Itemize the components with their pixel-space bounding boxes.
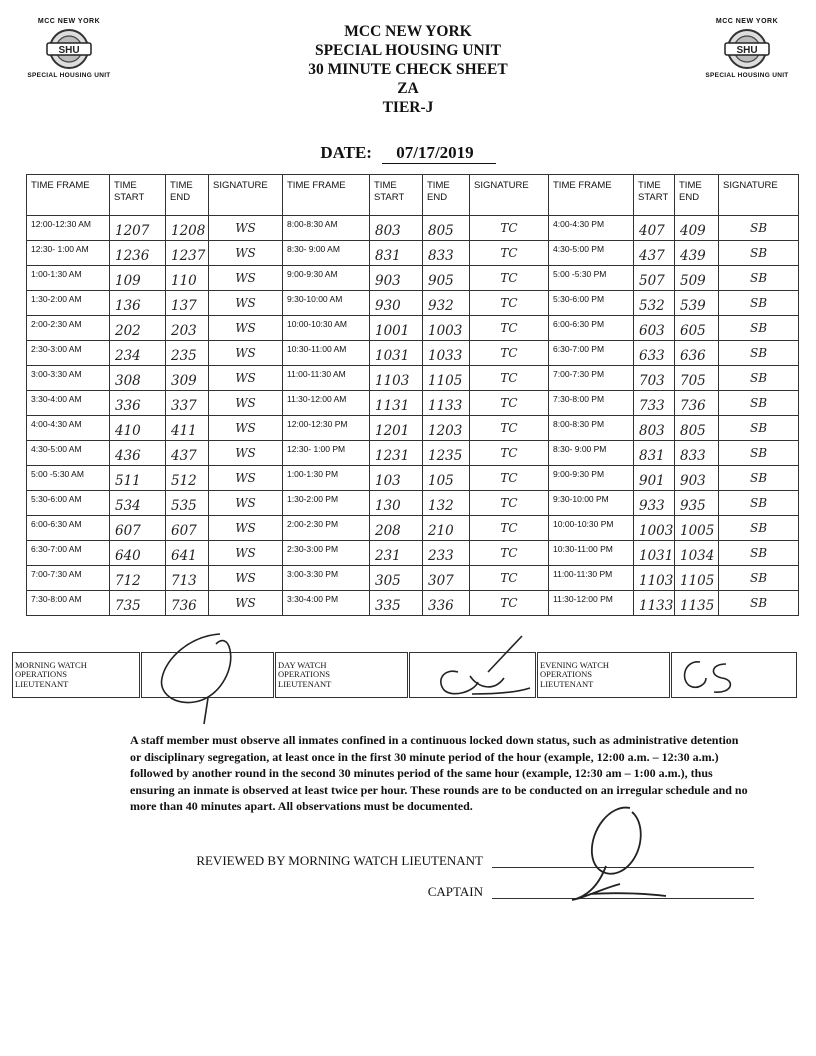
- signature-cell: WS: [209, 366, 283, 391]
- signature-cell: TC: [470, 541, 549, 566]
- morning-watch-label: [13, 653, 141, 698]
- time-end-cell: 903: [675, 466, 719, 491]
- time-frame-cell: 5:30-6:00 AM: [27, 491, 110, 516]
- time-end-cell: 132: [423, 491, 470, 516]
- col-header: TIME START: [370, 175, 423, 216]
- time-frame-cell: 3:00-3:30 AM: [27, 366, 110, 391]
- table-header-row: [27, 175, 799, 216]
- time-end-cell: 137: [166, 291, 209, 316]
- time-frame-cell: 2:30-3:00 PM: [283, 541, 370, 566]
- date-value: 07/17/2019: [382, 143, 495, 164]
- time-end-cell: 736: [675, 391, 719, 416]
- logo-bottom-text: SPECIAL HOUSING UNIT: [705, 72, 789, 79]
- logo-top-text: MCC NEW YORK: [715, 18, 779, 25]
- time-end-cell: 805: [675, 416, 719, 441]
- time-start-cell: 130: [370, 491, 423, 516]
- time-end-cell: 411: [166, 416, 209, 441]
- time-frame-cell: 2:00-2:30 AM: [27, 316, 110, 341]
- signature-cell: TC: [470, 566, 549, 591]
- time-frame-cell: 5:00 -5:30 PM: [549, 266, 634, 291]
- day-watch-signature-box[interactable]: [409, 653, 537, 698]
- time-end-cell: 1003: [423, 316, 470, 341]
- header-unit: SPECIAL HOUSING UNIT: [314, 42, 502, 59]
- signature-cell: SB: [719, 541, 799, 566]
- signature-cell: WS: [209, 266, 283, 291]
- day-watch-label: [275, 653, 409, 698]
- time-start-cell: 1236: [110, 241, 166, 266]
- time-end-cell: 1237: [166, 241, 209, 266]
- time-start-cell: 1031: [634, 541, 675, 566]
- signature-cell: TC: [470, 291, 549, 316]
- time-frame-cell: 11:30-12:00 PM: [549, 591, 634, 616]
- time-frame-cell: 3:30-4:00 AM: [27, 391, 110, 416]
- table-row: [27, 391, 799, 416]
- time-start-cell: 901: [634, 466, 675, 491]
- table-row: [27, 216, 799, 241]
- time-frame-cell: 7:00-7:30 PM: [549, 366, 634, 391]
- time-frame-cell: 11:30-12:00 AM: [283, 391, 370, 416]
- signature-cell: SB: [719, 366, 799, 391]
- time-frame-cell: 5:00 -5:30 AM: [27, 466, 110, 491]
- time-end-cell: 833: [423, 241, 470, 266]
- time-frame-cell: 5:30-6:00 PM: [549, 291, 634, 316]
- time-start-cell: 410: [110, 416, 166, 441]
- time-start-cell: 1133: [634, 591, 675, 616]
- signature-cell: SB: [719, 241, 799, 266]
- table-row: [27, 541, 799, 566]
- signature-cell: TC: [470, 441, 549, 466]
- time-end-cell: 905: [423, 266, 470, 291]
- signature-cell: TC: [470, 591, 549, 616]
- time-end-cell: 235: [166, 341, 209, 366]
- time-start-cell: 532: [634, 291, 675, 316]
- time-frame-cell: 4:00-4:30 AM: [27, 416, 110, 441]
- signature-cell: TC: [470, 391, 549, 416]
- time-frame-cell: 1:00-1:30 AM: [27, 266, 110, 291]
- check-sheet-body: [27, 216, 799, 616]
- time-start-cell: 511: [110, 466, 166, 491]
- time-end-cell: 1235: [423, 441, 470, 466]
- time-frame-cell: 6:00-6:30 AM: [27, 516, 110, 541]
- time-start-cell: 407: [634, 216, 675, 241]
- time-end-cell: 309: [166, 366, 209, 391]
- signature-cell: SB: [719, 391, 799, 416]
- time-end-cell: 110: [166, 266, 209, 291]
- signature-cell: SB: [719, 491, 799, 516]
- time-start-cell: 733: [634, 391, 675, 416]
- signature-cell: TC: [470, 491, 549, 516]
- col-header: SIGNATURE: [470, 175, 549, 216]
- policy-text: A staff member must observe all inmates confined in a continuous locked down status, such as administrative detention or disciplinary segregation, at least once in the first 30 minute period of the hour (example, 12:00 a.m. – 12:30 a.m.) followed by another round in the second 30 minutes period of the same hour (example, 12:30 am – 1:00 a.m.), thus ensuring an inmate is observed at least twice per hour. These rounds are to be conducted on an irregular schedule and no more than 40 minutes apart. All observations must be documented.: [130, 733, 748, 813]
- table-row: [27, 316, 799, 341]
- signature-cell: WS: [209, 516, 283, 541]
- time-end-cell: 203: [166, 316, 209, 341]
- logo-top-text: MCC NEW YORK: [37, 18, 101, 25]
- time-frame-cell: 10:30-11:00 AM: [283, 341, 370, 366]
- col-header: TIME FRAME: [27, 175, 110, 216]
- time-end-cell: 713: [166, 566, 209, 591]
- col-header: TIME FRAME: [283, 175, 370, 216]
- time-end-cell: 1105: [423, 366, 470, 391]
- captain-review-signature-line[interactable]: [492, 884, 754, 899]
- evening-watch-signature-box[interactable]: [671, 653, 797, 698]
- time-end-cell: 605: [675, 316, 719, 341]
- time-start-cell: 735: [110, 591, 166, 616]
- time-frame-cell: 10:00-10:30 PM: [549, 516, 634, 541]
- time-start-cell: 933: [634, 491, 675, 516]
- signature-cell: TC: [470, 516, 549, 541]
- time-frame-cell: 1:30-2:00 PM: [283, 491, 370, 516]
- time-end-cell: 736: [166, 591, 209, 616]
- time-start-cell: 507: [634, 266, 675, 291]
- signature-cell: WS: [209, 591, 283, 616]
- time-start-cell: 109: [110, 266, 166, 291]
- time-end-cell: 233: [423, 541, 470, 566]
- time-start-cell: 436: [110, 441, 166, 466]
- time-start-cell: 703: [634, 366, 675, 391]
- time-start-cell: 640: [110, 541, 166, 566]
- time-start-cell: 1207: [110, 216, 166, 241]
- time-frame-cell: 9:30-10:00 AM: [283, 291, 370, 316]
- signature-cell: TC: [470, 316, 549, 341]
- time-start-cell: 903: [370, 266, 423, 291]
- watch-label-line: EVENING WATCH: [540, 659, 610, 670]
- time-start-cell: 202: [110, 316, 166, 341]
- time-end-cell: 607: [166, 516, 209, 541]
- signature-cell: TC: [470, 341, 549, 366]
- col-header: TIME END: [423, 175, 470, 216]
- time-frame-cell: 7:30-8:00 AM: [27, 591, 110, 616]
- watch-label-line: LIEUTENANT: [278, 678, 332, 689]
- signature-cell: SB: [719, 291, 799, 316]
- time-end-cell: 439: [675, 241, 719, 266]
- watch-label-line: OPERATIONS: [540, 669, 592, 680]
- table-row: [27, 416, 799, 441]
- signature-cell: WS: [209, 541, 283, 566]
- time-start-cell: 1201: [370, 416, 423, 441]
- signature-cell: SB: [719, 266, 799, 291]
- table-row: [27, 291, 799, 316]
- watch-lieutenant-table: [12, 652, 797, 698]
- time-end-cell: 409: [675, 216, 719, 241]
- time-start-cell: 305: [370, 566, 423, 591]
- col-header: TIME START: [634, 175, 675, 216]
- time-end-cell: 336: [423, 591, 470, 616]
- captain-review-label: CAPTAIN: [427, 884, 483, 899]
- time-end-cell: 705: [675, 366, 719, 391]
- time-end-cell: 935: [675, 491, 719, 516]
- date-row: [0, 143, 816, 164]
- time-frame-cell: 3:30-4:00 PM: [283, 591, 370, 616]
- time-frame-cell: 11:00-11:30 PM: [549, 566, 634, 591]
- signature-cell: SB: [719, 416, 799, 441]
- logo-emblem-text: SHU: [736, 45, 758, 56]
- time-end-cell: 641: [166, 541, 209, 566]
- table-row: [27, 516, 799, 541]
- time-frame-cell: 12:30- 1:00 PM: [283, 441, 370, 466]
- col-header: TIME FRAME: [549, 175, 634, 216]
- time-end-cell: 210: [423, 516, 470, 541]
- time-frame-cell: 9:00-9:30 AM: [283, 266, 370, 291]
- check-sheet-table: [26, 174, 799, 616]
- time-frame-cell: 6:00-6:30 PM: [549, 316, 634, 341]
- time-end-cell: 509: [675, 266, 719, 291]
- time-end-cell: 805: [423, 216, 470, 241]
- time-end-cell: 437: [166, 441, 209, 466]
- logo-emblem-text: SHU: [58, 45, 80, 56]
- time-start-cell: 1031: [370, 341, 423, 366]
- signature-cell: WS: [209, 341, 283, 366]
- time-frame-cell: 12:30- 1:00 AM: [27, 241, 110, 266]
- signature-cell: SB: [719, 466, 799, 491]
- time-end-cell: 1133: [423, 391, 470, 416]
- watch-label-line: OPERATIONS: [278, 669, 330, 680]
- time-end-cell: 535: [166, 491, 209, 516]
- morning-watch-signature-box[interactable]: [141, 653, 275, 698]
- signature-cell: WS: [209, 466, 283, 491]
- signature-cell: SB: [719, 591, 799, 616]
- time-frame-cell: 8:30- 9:00 AM: [283, 241, 370, 266]
- table-row: [27, 241, 799, 266]
- watch-label-line: LIEUTENANT: [15, 678, 69, 689]
- time-end-cell: 1034: [675, 541, 719, 566]
- time-frame-cell: 2:30-3:00 AM: [27, 341, 110, 366]
- time-frame-cell: 12:00-12:30 AM: [27, 216, 110, 241]
- watch-label-line: DAY WATCH: [278, 659, 327, 670]
- time-start-cell: 1103: [634, 566, 675, 591]
- time-frame-cell: 4:30-5:00 AM: [27, 441, 110, 466]
- time-start-cell: 803: [634, 416, 675, 441]
- time-end-cell: 539: [675, 291, 719, 316]
- time-frame-cell: 1:00-1:30 PM: [283, 466, 370, 491]
- signature-cell: WS: [209, 491, 283, 516]
- time-end-cell: 1005: [675, 516, 719, 541]
- time-end-cell: 512: [166, 466, 209, 491]
- time-frame-cell: 9:00-9:30 PM: [549, 466, 634, 491]
- col-header: TIME END: [166, 175, 209, 216]
- table-row: [27, 566, 799, 591]
- time-start-cell: 136: [110, 291, 166, 316]
- time-start-cell: 208: [370, 516, 423, 541]
- time-start-cell: 437: [634, 241, 675, 266]
- watch-label-line: LIEUTENANT: [540, 678, 594, 689]
- time-start-cell: 1231: [370, 441, 423, 466]
- signature-cell: SB: [719, 216, 799, 241]
- time-start-cell: 633: [634, 341, 675, 366]
- time-frame-cell: 10:30-11:00 PM: [549, 541, 634, 566]
- time-start-cell: 712: [110, 566, 166, 591]
- signature-cell: WS: [209, 441, 283, 466]
- signature-cell: WS: [209, 316, 283, 341]
- time-frame-cell: 6:30-7:00 AM: [27, 541, 110, 566]
- time-frame-cell: 8:00-8:30 AM: [283, 216, 370, 241]
- time-end-cell: 1033: [423, 341, 470, 366]
- time-end-cell: 932: [423, 291, 470, 316]
- time-end-cell: 337: [166, 391, 209, 416]
- logo-bottom-text: SPECIAL HOUSING UNIT: [27, 72, 111, 79]
- time-end-cell: 1105: [675, 566, 719, 591]
- lieutenant-review-label: REVIEWED BY MORNING WATCH LIEUTENANT: [196, 853, 483, 868]
- signature-cell: SB: [719, 441, 799, 466]
- signature-cell: TC: [470, 466, 549, 491]
- time-frame-cell: 6:30-7:00 PM: [549, 341, 634, 366]
- signature-cell: SB: [719, 516, 799, 541]
- signature-cell: WS: [209, 416, 283, 441]
- signature-cell: WS: [209, 241, 283, 266]
- signature-cell: SB: [719, 341, 799, 366]
- time-frame-cell: 1:30-2:00 AM: [27, 291, 110, 316]
- time-frame-cell: 9:30-10:00 PM: [549, 491, 634, 516]
- col-header: TIME START: [110, 175, 166, 216]
- time-start-cell: 308: [110, 366, 166, 391]
- time-start-cell: 1003: [634, 516, 675, 541]
- table-row: [27, 491, 799, 516]
- time-start-cell: 1131: [370, 391, 423, 416]
- time-frame-cell: 11:00-11:30 AM: [283, 366, 370, 391]
- time-start-cell: 1103: [370, 366, 423, 391]
- time-start-cell: 603: [634, 316, 675, 341]
- time-start-cell: 803: [370, 216, 423, 241]
- time-start-cell: 534: [110, 491, 166, 516]
- time-end-cell: 1208: [166, 216, 209, 241]
- signature-cell: WS: [209, 216, 283, 241]
- signature-cell: WS: [209, 566, 283, 591]
- table-row: [27, 366, 799, 391]
- table-row: [27, 466, 799, 491]
- time-frame-cell: 2:00-2:30 PM: [283, 516, 370, 541]
- time-end-cell: 833: [675, 441, 719, 466]
- time-start-cell: 1001: [370, 316, 423, 341]
- time-start-cell: 103: [370, 466, 423, 491]
- time-start-cell: 231: [370, 541, 423, 566]
- header-tier: TIER-J: [382, 99, 434, 116]
- time-frame-cell: 8:00-8:30 PM: [549, 416, 634, 441]
- signature-cell: TC: [470, 366, 549, 391]
- time-start-cell: 336: [110, 391, 166, 416]
- time-start-cell: 234: [110, 341, 166, 366]
- col-header: SIGNATURE: [719, 175, 799, 216]
- table-row: [27, 341, 799, 366]
- table-row: [27, 441, 799, 466]
- time-frame-cell: 7:00-7:30 AM: [27, 566, 110, 591]
- lieutenant-review-signature-line[interactable]: [492, 853, 754, 868]
- signature-cell: TC: [470, 266, 549, 291]
- time-start-cell: 607: [110, 516, 166, 541]
- time-frame-cell: 8:30- 9:00 PM: [549, 441, 634, 466]
- date-label: DATE:: [320, 143, 372, 162]
- time-frame-cell: 7:30-8:00 PM: [549, 391, 634, 416]
- time-end-cell: 307: [423, 566, 470, 591]
- signature-cell: TC: [470, 241, 549, 266]
- signature-cell: SB: [719, 566, 799, 591]
- signature-cell: TC: [470, 216, 549, 241]
- time-frame-cell: 12:00-12:30 PM: [283, 416, 370, 441]
- evening-watch-label: [537, 653, 671, 698]
- col-header: TIME END: [675, 175, 719, 216]
- time-frame-cell: 10:00-10:30 AM: [283, 316, 370, 341]
- signature-cell: WS: [209, 391, 283, 416]
- time-end-cell: 636: [675, 341, 719, 366]
- signature-cell: SB: [719, 316, 799, 341]
- header-range: ZA: [397, 80, 419, 97]
- time-frame-cell: 3:00-3:30 PM: [283, 566, 370, 591]
- watch-label-line: MORNING WATCH: [15, 659, 87, 670]
- time-frame-cell: 4:00-4:30 PM: [549, 216, 634, 241]
- time-start-cell: 831: [634, 441, 675, 466]
- time-start-cell: 831: [370, 241, 423, 266]
- time-frame-cell: 4:30-5:00 PM: [549, 241, 634, 266]
- table-row: [27, 266, 799, 291]
- signature-cell: TC: [470, 416, 549, 441]
- time-end-cell: 1203: [423, 416, 470, 441]
- time-start-cell: 930: [370, 291, 423, 316]
- time-start-cell: 335: [370, 591, 423, 616]
- header-sheet-title: 30 MINUTE CHECK SHEET: [308, 61, 508, 78]
- time-end-cell: 1135: [675, 591, 719, 616]
- time-end-cell: 105: [423, 466, 470, 491]
- table-row: [27, 591, 799, 616]
- watch-label-line: OPERATIONS: [15, 669, 67, 680]
- signature-cell: WS: [209, 291, 283, 316]
- col-header: SIGNATURE: [209, 175, 283, 216]
- document-header: [0, 22, 816, 117]
- header-facility: MCC NEW YORK: [344, 23, 472, 40]
